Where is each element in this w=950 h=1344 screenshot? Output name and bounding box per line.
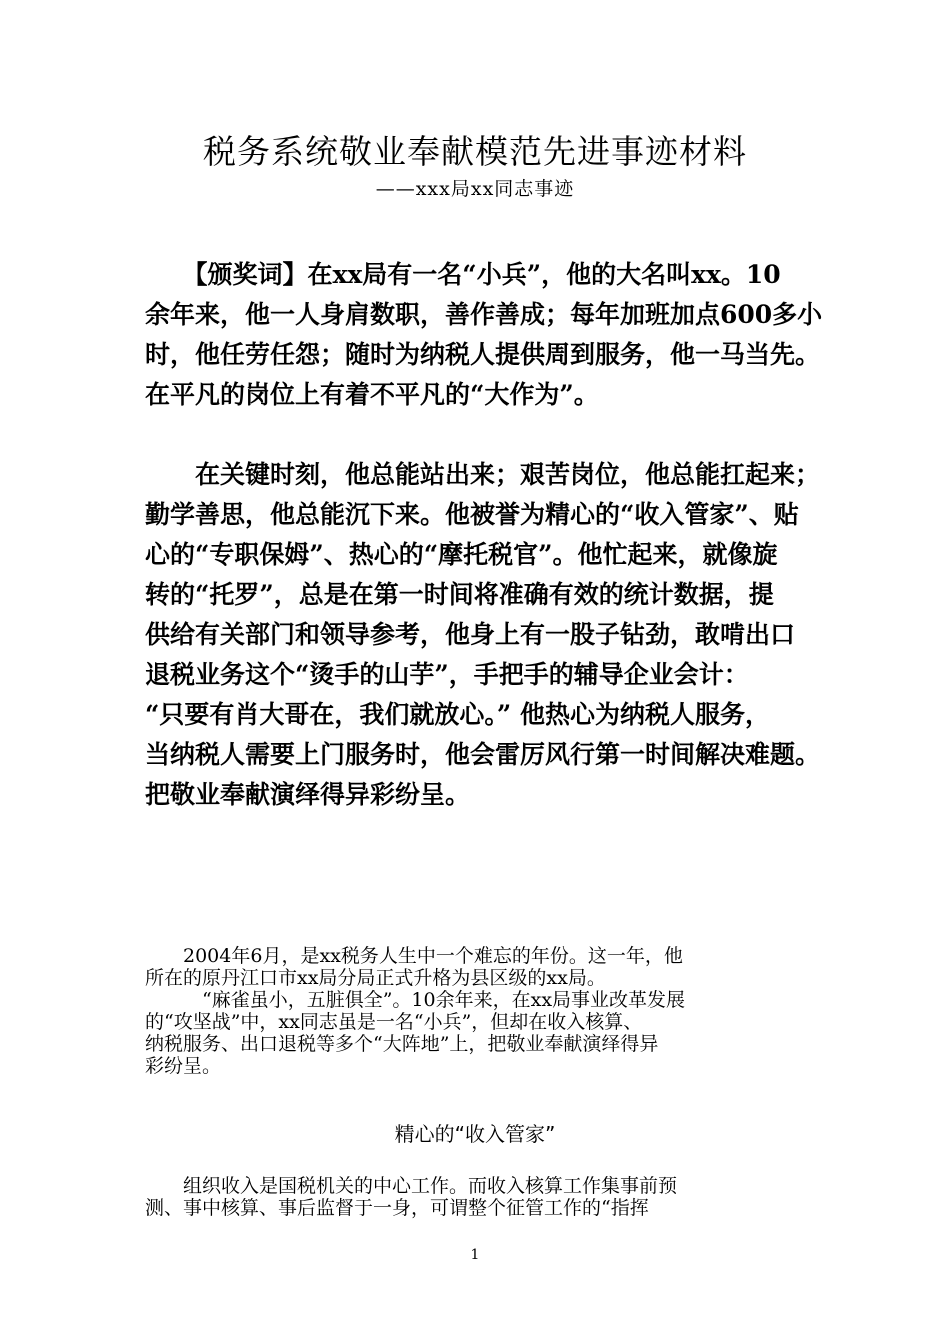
award-paragraph <box>145 255 825 415</box>
body-paragraph <box>145 1175 815 1219</box>
text-line: 把敬业奉献演绎得异彩纷呈。 <box>145 780 471 809</box>
text-line: 勤学善思，他总能沉下来。他被誉为精心的“收入管家”、贴 <box>145 500 799 529</box>
text-line: 纳税服务、出口退税等多个“大阵地”上，把敬业奉献演绎得异 <box>145 1033 659 1055</box>
section-heading: 精心的“收入管家” <box>394 1122 556 1146</box>
text-line: 测、事中核算、事后监督于一身，可谓整个征管工作的“指挥 <box>145 1197 649 1219</box>
document-title: 税务系统敬业奉献模范先进事迹材料 <box>203 132 747 171</box>
page-number: 1 <box>470 1247 480 1263</box>
text-line: 【颁奖词】在xx局有一名“小兵”，他的大名叫xx。10 <box>145 260 781 289</box>
text-line: 彩纷呈。 <box>145 1055 222 1077</box>
document-subtitle: ——xxx局xx同志事迹 <box>375 178 575 200</box>
text-line: 在平凡的岗位上有着不平凡的“大作为”。 <box>145 380 599 409</box>
text-line: 的“攻坚战”中，xx同志虽是一名“小兵”，但却在收入核算、 <box>145 1011 643 1033</box>
text-line: 所在的原丹江口市xx局分局正式升格为县区级的xx局。 <box>145 967 606 989</box>
text-line: 在关键时刻，他总能站出来；艰苦岗位，他总能扛起来； <box>145 460 821 489</box>
text-line: 退税业务这个“烫手的山芋”，手把手的辅导企业会计： <box>145 660 749 689</box>
text-line: 组织收入是国税机关的中心工作。而收入核算工作集事前预 <box>145 1175 678 1197</box>
text-line: 心的“专职保姆”、热心的“摩托税官”。他忙起来，就像旋 <box>145 540 778 569</box>
text-line: 时，他任劳任怨；随时为纳税人提供周到服务，他一马当先。 <box>145 340 821 369</box>
text-line: 余年来，他一人身肩数职，善作善成；每年加班加点600多小 <box>145 300 823 329</box>
text-line: “只要有肖大哥在，我们就放心。” 他热心为纳税人服务， <box>145 700 770 729</box>
text-line: 2004年6月，是xx税务人生中一个难忘的年份。这一年，他 <box>145 945 683 967</box>
text-line: 供给有关部门和领导参考，他身上有一股子钻劲，敢啃出口 <box>145 620 796 649</box>
intro-paragraph <box>145 455 825 815</box>
text-line: 转的“托罗”，总是在第一时间将准确有效的统计数据，提 <box>145 580 774 609</box>
text-line: 当纳税人需要上门服务时，他会雷厉风行第一时间解决难题。 <box>145 740 821 769</box>
text-line: “麻雀虽小，五脏俱全”。10余年来，在xx局事业改革发展 <box>145 989 686 1011</box>
body-paragraph <box>145 945 815 1077</box>
